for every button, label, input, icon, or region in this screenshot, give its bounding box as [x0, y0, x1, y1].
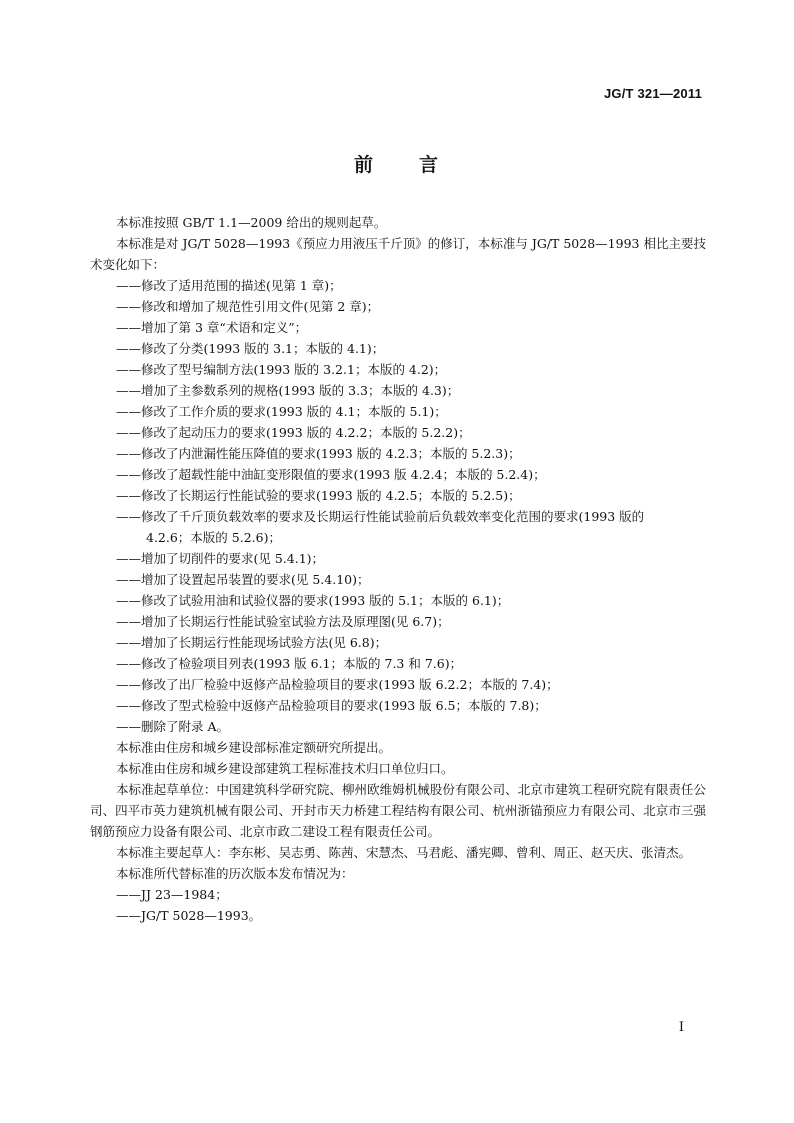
list-item: ——修改了型号编制方法(1993 版的 3.2.1；本版的 4.2)；	[116, 362, 447, 377]
list-item: ——增加了主参数系列的规格(1993 版的 3.3；本版的 4.3)；	[116, 383, 460, 398]
list-item: ——修改了检验项目列表(1993 版 6.1；本版的 7.3 和 7.6)；	[116, 656, 463, 671]
title-part-2: 言	[419, 154, 441, 176]
standard-code: JG/T 321—2011	[604, 86, 702, 101]
list-item: ——修改了出厂检验中返修产品检验项目的要求(1993 版 6.2.2；本版的 7.4)；	[116, 677, 559, 692]
list-item: ——修改了超载性能中油缸变形限值的要求(1993 版 4.2.4；本版的 5.2.4)；	[116, 467, 546, 482]
history-item: ——JJ 23—1984；	[116, 887, 228, 902]
paragraph-history-intro: 本标准所代替标准的历次版本发布情况为：	[116, 866, 354, 881]
page-title	[0, 150, 794, 177]
paragraph-drafters: 本标准主要起草人：李东彬、吴志勇、陈茜、宋慧杰、马君彪、潘宪卿、曾利、周正、赵天庆、张清杰。	[116, 845, 692, 860]
page-number: I	[678, 1020, 684, 1035]
list-item: ——修改了内泄漏性能压降值的要求(1993 版的 4.2.3；本版的 5.2.3)；	[116, 446, 521, 461]
list-item: ——增加了长期运行性能试验室试验方法及原理图(见 6.7)；	[116, 614, 450, 629]
paragraph-revision-intro: 本标准是对 JG/T 5028—1993《预应力用液压千斤顶》的修订，本标准与 JG/T 5028—1993 相比主要技术变化如下：	[90, 236, 706, 272]
paragraph-drafting-rules: 本标准按照 GB/T 1.1—2009 给出的规则起草。	[116, 215, 387, 230]
list-item: ——增加了长期运行性能现场试验方法(见 6.8)；	[116, 635, 388, 650]
list-item: ——修改了工作介质的要求(1993 版的 4.1；本版的 5.1)；	[116, 404, 447, 419]
list-item: ——修改了起动压力的要求(1993 版的 4.2.2；本版的 5.2.2)；	[116, 425, 471, 440]
foreword-body	[90, 212, 706, 926]
list-item: ——修改了分类(1993 版的 3.1；本版的 4.1)；	[116, 341, 385, 356]
list-item: ——增加了第 3 章“术语和定义”；	[116, 320, 308, 335]
list-item: ——修改了长期运行性能试验的要求(1993 版的 4.2.5；本版的 5.2.5)；	[116, 488, 521, 503]
list-item: ——增加了切削件的要求(见 5.4.1)；	[116, 551, 325, 566]
list-item-line-2: 4.2.6；本版的 5.2.6)；	[146, 530, 281, 545]
paragraph-proposer: 本标准由住房和城乡建设部标准定额研究所提出。	[116, 740, 392, 755]
list-item: ——修改和增加了规范性引用文件(见第 2 章)；	[116, 299, 380, 314]
list-item: ——增加了设置起吊装置的要求(见 5.4.10)；	[116, 572, 370, 587]
history-item: ——JG/T 5028—1993。	[116, 908, 262, 923]
title-part-1: 前	[353, 154, 375, 176]
list-item: ——修改了型式检验中返修产品检验项目的要求(1993 版 6.5；本版的 7.8)；	[116, 698, 547, 713]
list-item: ——删除了附录 A。	[116, 719, 230, 734]
list-item-line-1: ——修改了千斤顶负载效率的要求及长期运行性能试验前后负载效率变化范围的要求(1993 版的	[116, 509, 645, 524]
list-item: ——修改了试验用油和试验仪器的要求(1993 版的 5.1；本版的 6.1)；	[116, 593, 510, 608]
list-item	[90, 506, 706, 548]
paragraph-administrator: 本标准由住房和城乡建设部建筑工程标准技术归口单位归口。	[116, 761, 454, 776]
paragraph-drafting-units: 本标准起草单位：中国建筑科学研究院、柳州欧维姆机械股份有限公司、北京市建筑工程研究院有限责任公司、四平市英力建筑机械有限公司、开封市天力桥建工程结构有限公司、杭州浙锚预应力有限公司、北京市三强钢筋预应力设备有限公司、北京市政二建设工程有限责任公司。	[90, 782, 706, 839]
list-item: ——修改了适用范围的描述(见第 1 章)；	[116, 278, 342, 293]
